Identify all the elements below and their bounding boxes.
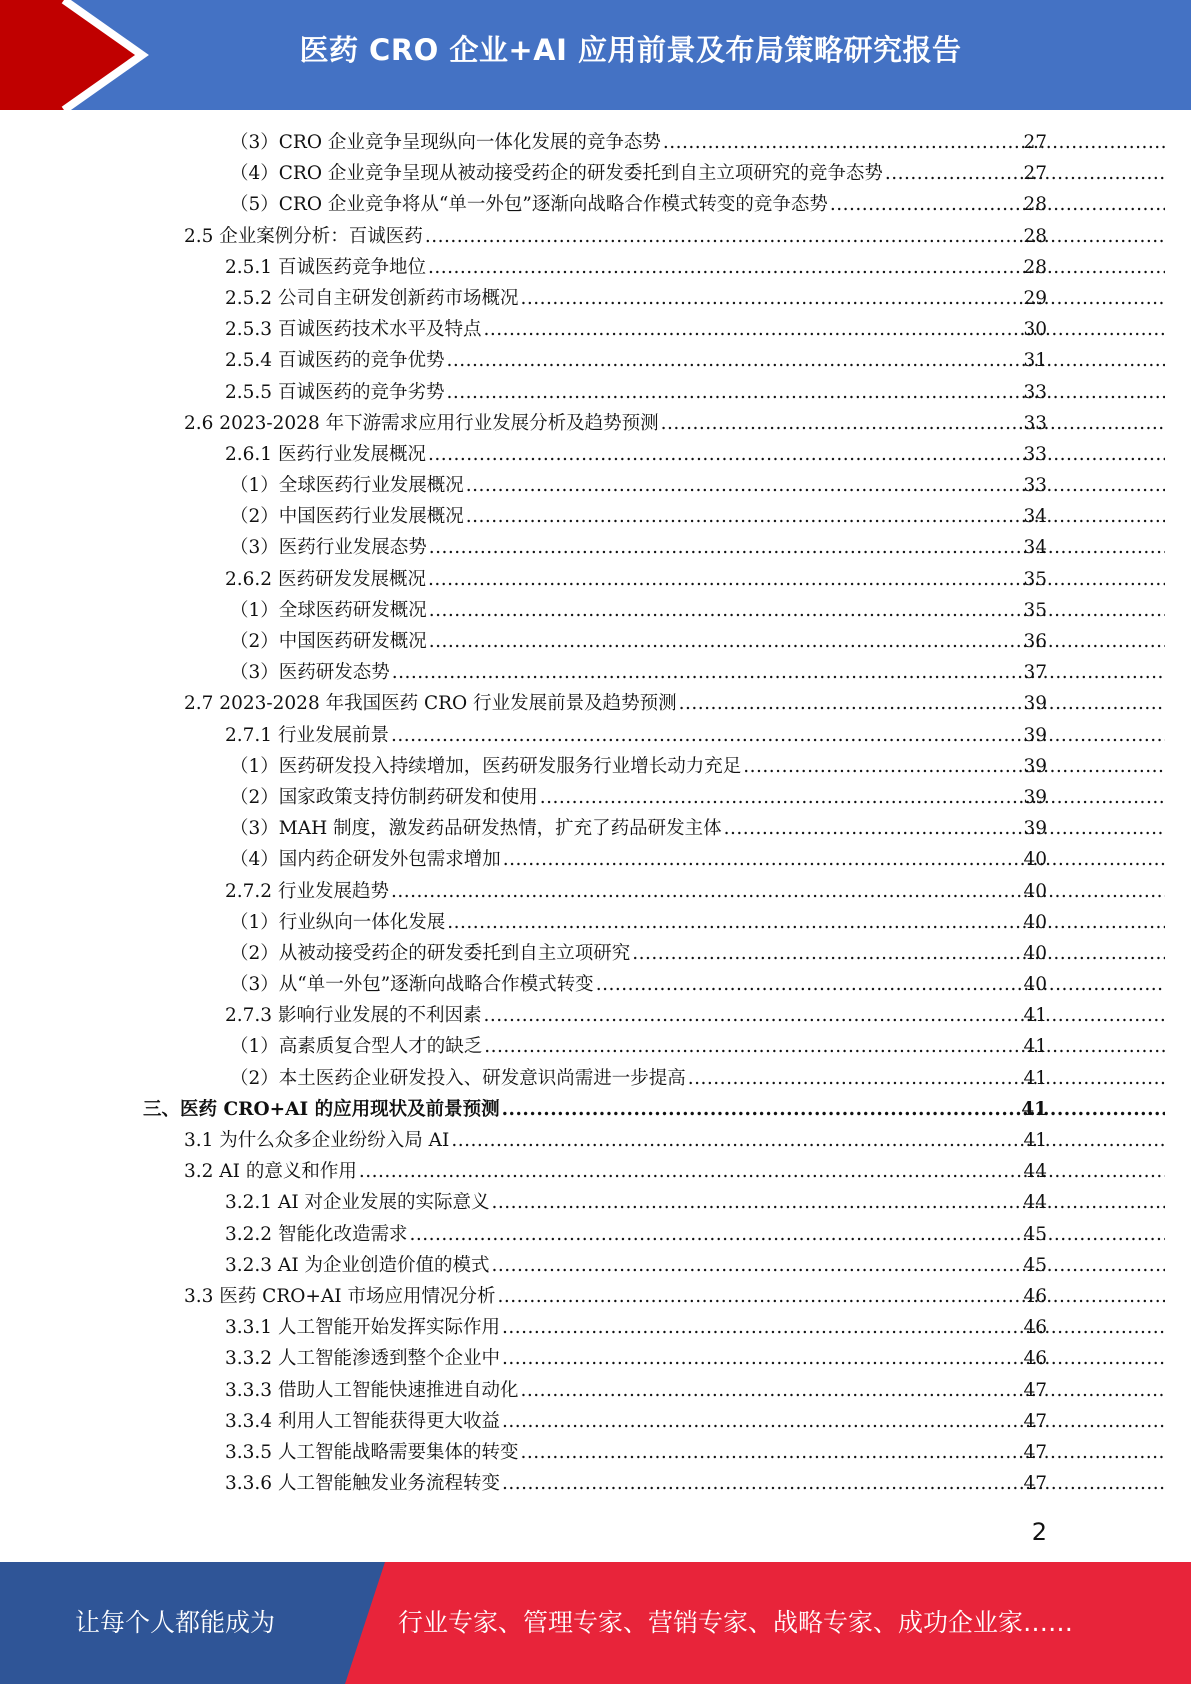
toc-entry-page: 31	[1023, 350, 1047, 372]
toc-entry-title: 2.5 企业案例分析：百诚医药	[184, 225, 423, 247]
toc-dot-leader	[679, 688, 1165, 719]
toc-dot-leader	[429, 532, 1165, 563]
footer-slogan-right: 行业专家、管理专家、营销专家、战略专家、成功企业家……	[398, 1608, 1074, 1637]
toc-entry-page: 27	[1023, 163, 1047, 185]
toc-entry[interactable]	[0, 1343, 1191, 1374]
toc-dot-leader	[429, 595, 1165, 626]
toc-entry-page: 33	[1023, 412, 1047, 434]
toc-entry-page: 27	[1023, 132, 1047, 153]
toc-entry-title: 3.3.3 借助人工智能快速推进自动化	[225, 1379, 519, 1401]
toc-entry[interactable]	[0, 470, 1191, 501]
toc-entry[interactable]	[0, 1094, 1191, 1125]
report-header	[0, 0, 1191, 110]
toc-dot-leader	[428, 252, 1165, 283]
toc-entry-page: 45	[1023, 1254, 1047, 1276]
toc-entry[interactable]	[0, 688, 1191, 719]
toc-entry[interactable]	[0, 283, 1191, 314]
toc-entry[interactable]	[0, 377, 1191, 408]
toc-dot-leader	[688, 1063, 1165, 1094]
toc-dot-leader	[466, 470, 1165, 501]
toc-dot-leader	[484, 1031, 1165, 1062]
toc-entry-page: 47	[1023, 1379, 1047, 1401]
toc-dot-leader	[502, 1406, 1165, 1437]
toc-dot-leader	[392, 657, 1165, 688]
toc-dot-leader	[661, 408, 1165, 439]
footer-slogan-left: 让每个人都能成为	[74, 1608, 275, 1637]
toc-entry-title: 3.1 为什么众多企业纷纷入局 AI	[184, 1130, 450, 1151]
toc-dot-leader	[391, 876, 1165, 907]
toc-entry[interactable]	[0, 1031, 1191, 1062]
toc-entry-title: （3）医药研发态势	[230, 662, 390, 684]
toc-entry-page: 33	[1023, 443, 1047, 465]
toc-entry-page: 30	[1023, 319, 1047, 341]
toc-entry-title: （2）从被动接受药企的研发委托到自主立项研究	[230, 942, 631, 964]
toc-entry-page: 39	[1023, 818, 1047, 840]
toc-entry-title: （3）从“单一外包”逐渐向战略合作模式转变	[230, 974, 594, 996]
toc-entry[interactable]	[0, 938, 1191, 969]
toc-entry-title: （4）国内药企研发外包需求增加	[230, 849, 501, 871]
toc-entry-title: （2）中国医药行业发展概况	[230, 506, 464, 528]
toc-dot-leader	[446, 345, 1165, 376]
toc-entry-page: 28	[1023, 225, 1047, 247]
toc-entry-title: 2.7 2023-2028 年我国医药 CRO 行业发展前景及趋势预测	[184, 693, 677, 715]
toc-entry-title: 3.2.2 智能化改造需求	[225, 1223, 408, 1245]
page-number: 2	[1031, 1518, 1047, 1546]
toc-entry-title: （3）医药行业发展态势	[230, 537, 427, 559]
toc-entry[interactable]	[0, 439, 1191, 470]
toc-entry-page: 47	[1023, 1473, 1047, 1495]
toc-entry-page: 37	[1023, 662, 1047, 684]
toc-entry[interactable]	[0, 408, 1191, 439]
toc-entry-page: 45	[1023, 1223, 1047, 1245]
toc-entry-title: 3.3.1 人工智能开始发挥实际作用	[225, 1317, 500, 1339]
toc-dot-leader	[596, 969, 1165, 1000]
toc-entry[interactable]	[0, 1156, 1191, 1187]
toc-entry-title: 3.2.3 AI 为企业创造价值的模式	[225, 1254, 490, 1276]
toc-entry[interactable]	[0, 221, 1191, 252]
toc-entry[interactable]	[0, 127, 1191, 158]
toc-dot-leader	[446, 377, 1165, 408]
toc-entry-title: 3.2 AI 的意义和作用	[184, 1161, 357, 1183]
toc-entry-title: （4）CRO 企业竞争呈现从被动接受药企的研发委托到自主立项研究的竞争态势	[230, 163, 883, 185]
toc-entry-page: 44	[1023, 1161, 1047, 1183]
toc-entry-page: 33	[1023, 475, 1047, 497]
toc-dot-leader	[502, 1094, 1165, 1125]
toc-entry-title: （3）CRO 企业竞争呈现纵向一体化发展的竞争态势	[230, 132, 661, 153]
toc-entry-page: 39	[1023, 724, 1047, 746]
toc-entry-page: 41	[1023, 1036, 1047, 1058]
toc-entry-page: 41	[1023, 1130, 1047, 1151]
toc-entry[interactable]	[0, 532, 1191, 563]
toc-entry[interactable]	[0, 782, 1191, 813]
toc-entry-page: 28	[1023, 256, 1047, 278]
toc-dot-leader	[447, 907, 1165, 938]
toc-entry-title: 2.6.2 医药研发发展概况	[225, 568, 426, 590]
toc-entry-title: 2.5.2 公司自主研发创新药市场概况	[225, 287, 519, 309]
toc-entry-page: 35	[1023, 568, 1047, 590]
toc-entry[interactable]	[0, 876, 1191, 907]
toc-entry-title: （2）本土医药企业研发投入、研发意识尚需进一步提高	[230, 1067, 686, 1089]
toc-dot-leader	[428, 439, 1165, 470]
toc-entry[interactable]	[0, 751, 1191, 782]
toc-entry-page: 40	[1023, 942, 1047, 964]
toc-dot-leader	[492, 1187, 1165, 1218]
toc-entry-page: 46	[1023, 1317, 1047, 1339]
toc-entry[interactable]	[0, 1281, 1191, 1312]
toc-entry-title: （2）国家政策支持仿制药研发和使用	[230, 786, 538, 808]
toc-entry[interactable]	[0, 501, 1191, 532]
toc-dot-leader	[483, 1000, 1165, 1031]
toc-entry-title: 2.6.1 医药行业发展概况	[225, 443, 426, 465]
toc-entry-page: 44	[1023, 1192, 1047, 1214]
toc-entry-title: 3.3.4 利用人工智能获得更大收益	[225, 1410, 500, 1432]
toc-entry[interactable]	[0, 720, 1191, 751]
toc-entry-title: 2.7.1 行业发展前景	[225, 724, 389, 746]
toc-entry-title: 2.7.3 影响行业发展的不利因素	[225, 1005, 482, 1027]
toc-dot-leader	[429, 626, 1165, 657]
toc-entry-page: 40	[1023, 880, 1047, 902]
toc-entry[interactable]	[0, 813, 1191, 844]
toc-entry[interactable]	[0, 564, 1191, 595]
toc-entry-title: 3.2.1 AI 对企业发展的实际意义	[225, 1192, 490, 1214]
toc-dot-leader	[502, 1312, 1165, 1343]
footer-banner	[0, 1562, 1191, 1684]
toc-entry-page: 46	[1023, 1348, 1047, 1370]
toc-entry-title: 2.5.1 百诚医药竞争地位	[225, 256, 426, 278]
toc-dot-leader	[391, 720, 1165, 751]
toc-entry-page: 41	[1021, 1098, 1047, 1120]
toc-dot-leader	[540, 782, 1165, 813]
toc-entry-page: 40	[1023, 974, 1047, 996]
toc-entry[interactable]	[0, 1312, 1191, 1343]
toc-entry-page: 47	[1023, 1410, 1047, 1432]
toc-entry-page: 41	[1023, 1005, 1047, 1027]
toc-entry-title: 2.7.2 行业发展趋势	[225, 880, 389, 902]
toc-entry-page: 35	[1023, 599, 1047, 621]
toc-entry-title: 3.3.6 人工智能触发业务流程转变	[225, 1473, 500, 1495]
toc-entry-page: 41	[1023, 1067, 1047, 1089]
toc-entry[interactable]	[0, 345, 1191, 376]
toc-dot-leader	[502, 1343, 1165, 1374]
toc-entry[interactable]	[0, 907, 1191, 938]
toc-entry[interactable]	[0, 314, 1191, 345]
toc-dot-leader	[502, 1468, 1165, 1499]
toc-entry-page: 39	[1023, 786, 1047, 808]
toc-entry[interactable]	[0, 1219, 1191, 1250]
toc-entry[interactable]	[0, 189, 1191, 220]
toc-entry-page: 46	[1023, 1285, 1047, 1307]
toc-entry-page: 39	[1023, 693, 1047, 715]
toc-entry[interactable]	[0, 158, 1191, 189]
toc-dot-leader	[466, 501, 1165, 532]
toc-dot-leader	[632, 938, 1165, 969]
toc-entry[interactable]	[0, 595, 1191, 626]
toc-dot-leader	[663, 127, 1165, 158]
toc-entry-title: （2）中国医药研发概况	[230, 631, 427, 652]
toc-entry-page: 34	[1023, 506, 1047, 528]
report-title: 医药 CRO 企业+AI 应用前景及布局策略研究报告	[299, 33, 962, 67]
toc-dot-leader	[520, 283, 1165, 314]
toc-dot-leader	[483, 314, 1165, 345]
toc-dot-leader	[425, 221, 1165, 252]
toc-entry-title: 3.3.5 人工智能战略需要集体的转变	[225, 1441, 519, 1463]
toc-dot-leader	[520, 1437, 1165, 1468]
toc-entry-title: 2.6 2023-2028 年下游需求应用行业发展分析及趋势预测	[184, 412, 659, 434]
toc-entry-title: 3.3.2 人工智能渗透到整个企业中	[225, 1348, 500, 1370]
toc-entry-title: （5）CRO 企业竞争将从“单一外包”逐渐向战略合作模式转变的竞争态势	[230, 194, 828, 216]
toc-dot-leader	[743, 751, 1165, 782]
toc-dot-leader	[409, 1219, 1165, 1250]
toc-entry-title: 3.3 医药 CRO+AI 市场应用情况分析	[184, 1285, 496, 1307]
toc-entry-page: 34	[1023, 537, 1047, 559]
toc-entry-page: 33	[1023, 381, 1047, 403]
toc-entry-page: 36	[1023, 631, 1047, 652]
toc-entry-title: （1）行业纵向一体化发展	[230, 911, 446, 933]
toc-entry[interactable]	[0, 1000, 1191, 1031]
toc-entry[interactable]	[0, 657, 1191, 688]
toc-entry-title: 2.5.4 百诚医药的竞争优势	[225, 350, 445, 372]
toc-entry[interactable]	[0, 1406, 1191, 1437]
toc-dot-leader	[451, 1125, 1165, 1156]
toc-entry[interactable]	[0, 969, 1191, 1000]
toc-entry-title: 2.5.3 百诚医药技术水平及特点	[225, 319, 482, 341]
toc-dot-leader	[520, 1375, 1165, 1406]
toc-entry-title: （1）高素质复合型人才的缺乏	[230, 1036, 483, 1058]
toc-dot-leader	[830, 189, 1165, 220]
toc-entry-page: 40	[1023, 911, 1047, 933]
toc-entry[interactable]	[0, 1125, 1191, 1156]
toc-entry[interactable]	[0, 1437, 1191, 1468]
toc-dot-leader	[503, 844, 1165, 875]
table-of-contents	[0, 127, 1191, 1499]
toc-entry-title: 2.5.5 百诚医药的竞争劣势	[225, 381, 445, 403]
toc-entry[interactable]	[0, 1468, 1191, 1499]
toc-entry-title: （1）全球医药研发概况	[230, 599, 427, 621]
toc-dot-leader	[492, 1250, 1165, 1281]
toc-entry[interactable]	[0, 1375, 1191, 1406]
toc-entry[interactable]	[0, 844, 1191, 875]
toc-entry-page: 29	[1023, 287, 1047, 309]
toc-entry[interactable]	[0, 252, 1191, 283]
toc-dot-leader	[428, 564, 1165, 595]
toc-entry-page: 47	[1023, 1441, 1047, 1463]
toc-entry[interactable]	[0, 1063, 1191, 1094]
toc-entry[interactable]	[0, 626, 1191, 657]
toc-entry-page: 40	[1023, 849, 1047, 871]
toc-dot-leader	[724, 813, 1165, 844]
toc-entry-title: （1）全球医药行业发展概况	[230, 475, 464, 497]
toc-dot-leader	[497, 1281, 1165, 1312]
toc-entry-title: 三、医药 CRO+AI 的应用现状及前景预测	[143, 1098, 500, 1120]
toc-entry-page: 39	[1023, 755, 1047, 777]
toc-entry-title: （3）MAH 制度，激发药品研发热情，扩充了药品研发主体	[230, 818, 722, 840]
toc-entry[interactable]	[0, 1187, 1191, 1218]
toc-entry[interactable]	[0, 1250, 1191, 1281]
toc-entry-page: 28	[1023, 194, 1047, 216]
toc-entry-title: （1）医药研发投入持续增加，医药研发服务行业增长动力充足	[230, 755, 742, 777]
